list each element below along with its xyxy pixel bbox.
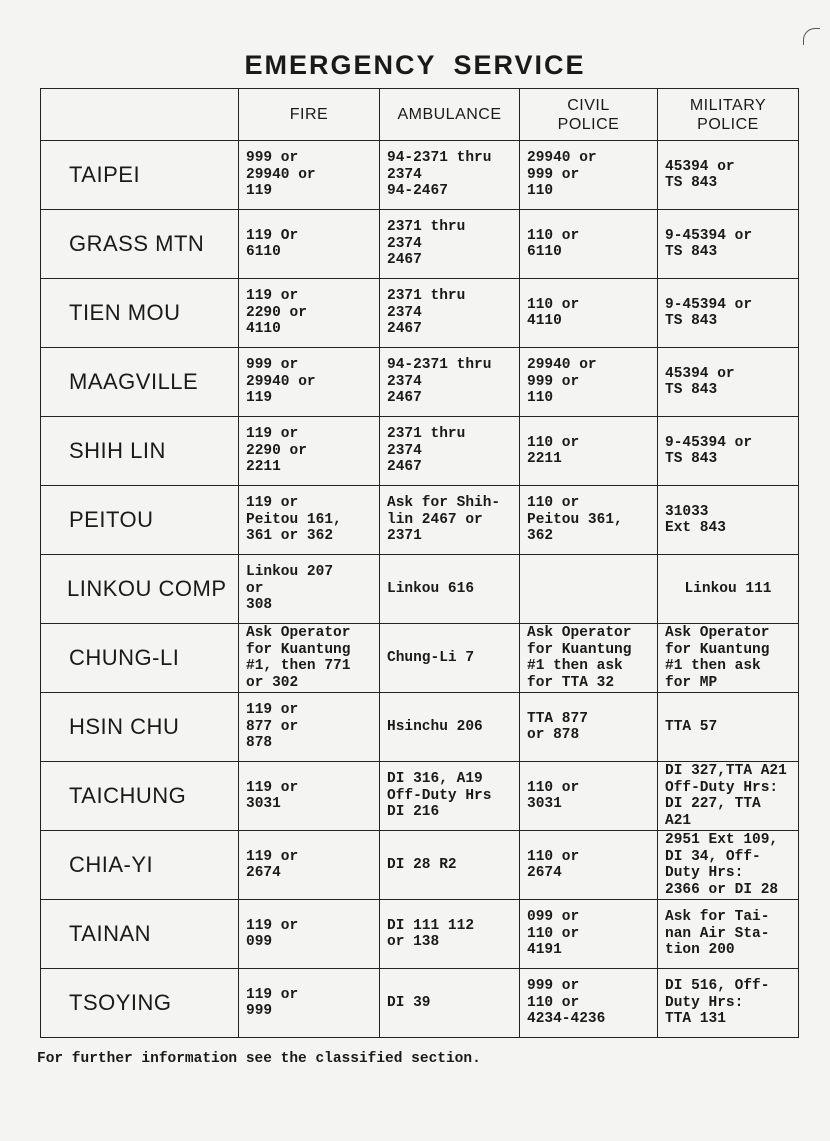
fire-cell: Ask Operator for Kuantung #1, then 771 or 302	[239, 624, 380, 693]
table-row	[41, 624, 799, 693]
fire-cell: 119 or 2290 or 4110	[239, 279, 380, 348]
civil-police-cell: 099 or 110 or 4191	[520, 900, 658, 969]
table-row	[41, 348, 799, 417]
page-title: EMERGENCY SERVICE	[244, 50, 586, 80]
city-cell: TAINAN	[41, 900, 239, 969]
military-police-cell: Ask for Tai- nan Air Sta- tion 200	[658, 900, 799, 969]
ambulance-cell: DI 39	[380, 969, 520, 1038]
military-police-cell: Linkou 111	[658, 555, 799, 624]
civil-police-cell: Ask Operator for Kuantung #1 then ask for TTA 32	[520, 624, 658, 693]
ambulance-cell: Linkou 616	[380, 555, 520, 624]
ambulance-cell: 2371 thru 2374 2467	[380, 210, 520, 279]
military-police-cell: 9-45394 or TS 843	[658, 417, 799, 486]
table-row	[41, 831, 799, 900]
military-police-cell: Ask Operator for Kuantung #1 then ask for MP	[658, 624, 799, 693]
civil-police-cell: 110 or Peitou 361, 362	[520, 486, 658, 555]
military-police-cell: 45394 or TS 843	[658, 348, 799, 417]
header-military-police: MILITARY POLICE	[658, 89, 799, 141]
header-row	[41, 89, 799, 141]
fire-cell: 999 or 29940 or 119	[239, 348, 380, 417]
table-row	[41, 693, 799, 762]
city-cell: PEITOU	[41, 486, 239, 555]
city-cell: CHIA-YI	[41, 831, 239, 900]
table-row	[41, 555, 799, 624]
military-police-cell: 31033 Ext 843	[658, 486, 799, 555]
ambulance-cell: DI 111 112 or 138	[380, 900, 520, 969]
footer-note: For further information see the classified section.	[37, 1051, 481, 1067]
civil-police-cell: 110 or 2674	[520, 831, 658, 900]
ambulance-cell: DI 316, A19 Off-Duty Hrs DI 216	[380, 762, 520, 831]
table-row	[41, 141, 799, 210]
table-row	[41, 762, 799, 831]
table-row	[41, 900, 799, 969]
city-cell: TSOYING	[41, 969, 239, 1038]
header-fire: FIRE	[239, 89, 380, 141]
corner-scribble	[803, 28, 820, 45]
fire-cell: 119 or 099	[239, 900, 380, 969]
table-row	[41, 486, 799, 555]
ambulance-cell: Ask for Shih- lin 2467 or 2371	[380, 486, 520, 555]
city-cell: MAAGVILLE	[41, 348, 239, 417]
city-cell: LINKOU COMP	[41, 555, 239, 624]
table-row	[41, 417, 799, 486]
fire-cell: 999 or 29940 or 119	[239, 141, 380, 210]
header-ambulance: AMBULANCE	[380, 89, 520, 141]
civil-police-cell: TTA 877 or 878	[520, 693, 658, 762]
fire-cell: 119 or 3031	[239, 762, 380, 831]
fire-cell: 119 or 999	[239, 969, 380, 1038]
ambulance-cell: 94-2371 thru 2374 94-2467	[380, 141, 520, 210]
fire-cell: 119 or 2674	[239, 831, 380, 900]
civil-police-cell: 29940 or 999 or 110	[520, 141, 658, 210]
civil-police-cell	[520, 555, 658, 624]
city-cell: TAIPEI	[41, 141, 239, 210]
military-police-cell: 45394 or TS 843	[658, 141, 799, 210]
fire-cell: 119 or 2290 or 2211	[239, 417, 380, 486]
civil-police-cell: 110 or 2211	[520, 417, 658, 486]
city-cell: TIEN MOU	[41, 279, 239, 348]
ambulance-cell: 2371 thru 2374 2467	[380, 279, 520, 348]
civil-police-cell: 110 or 4110	[520, 279, 658, 348]
city-cell: TAICHUNG	[41, 762, 239, 831]
city-cell: SHIH LIN	[41, 417, 239, 486]
table-row	[41, 279, 799, 348]
ambulance-cell: 2371 thru 2374 2467	[380, 417, 520, 486]
military-police-cell: DI 327,TTA A21 Off-Duty Hrs: DI 227, TTA A21	[658, 762, 799, 831]
emergency-table	[40, 88, 799, 1038]
fire-cell: 119 or 877 or 878	[239, 693, 380, 762]
city-cell: GRASS MTN	[41, 210, 239, 279]
ambulance-cell: DI 28 R2	[380, 831, 520, 900]
ambulance-cell: Hsinchu 206	[380, 693, 520, 762]
city-cell: HSIN CHU	[41, 693, 239, 762]
city-cell: CHUNG-LI	[41, 624, 239, 693]
military-police-cell: DI 516, Off- Duty Hrs: TTA 131	[658, 969, 799, 1038]
table-row	[41, 969, 799, 1038]
fire-cell: 119 Or 6110	[239, 210, 380, 279]
header-city	[41, 89, 239, 141]
military-police-cell: 2951 Ext 109, DI 34, Off- Duty Hrs: 2366 or DI 28	[658, 831, 799, 900]
military-police-cell: 9-45394 or TS 843	[658, 279, 799, 348]
ambulance-cell: 94-2371 thru 2374 2467	[380, 348, 520, 417]
ambulance-cell: Chung-Li 7	[380, 624, 520, 693]
civil-police-cell: 29940 or 999 or 110	[520, 348, 658, 417]
civil-police-cell: 110 or 6110	[520, 210, 658, 279]
civil-police-cell: 110 or 3031	[520, 762, 658, 831]
fire-cell: Linkou 207 or 308	[239, 555, 380, 624]
header-civil-police: CIVIL POLICE	[520, 89, 658, 141]
table-row	[41, 210, 799, 279]
fire-cell: 119 or Peitou 161, 361 or 362	[239, 486, 380, 555]
military-police-cell: 9-45394 or TS 843	[658, 210, 799, 279]
civil-police-cell: 999 or 110 or 4234-4236	[520, 969, 658, 1038]
military-police-cell: TTA 57	[658, 693, 799, 762]
